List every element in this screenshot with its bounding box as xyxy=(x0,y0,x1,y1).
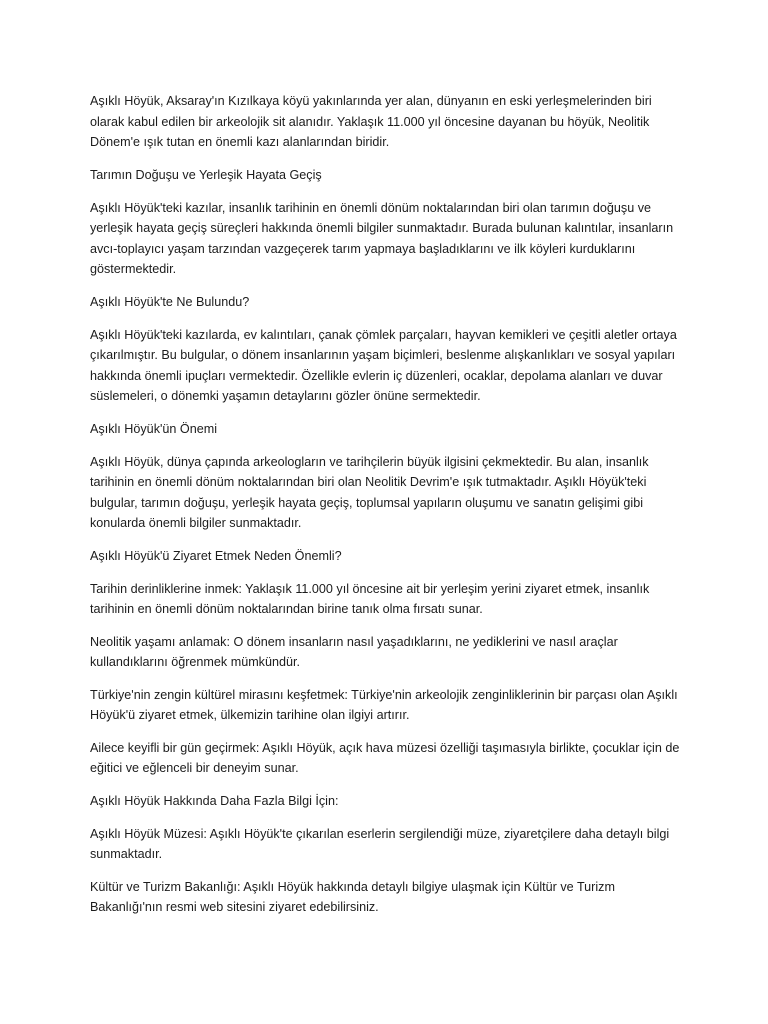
section-heading-ziyaret: Aşıklı Höyük'ü Ziyaret Etmek Neden Önemli? xyxy=(90,548,342,563)
ziyaret-reason-miras: Türkiye'nin zengin kültürel mirasını keşfetmek: Türkiye'nin arkeolojik zenginliklerinin bir parçası olan Aşıklı Höyük'ü ziyaret etmek, ülkemizin tarihine olan ilgiyi artırır. xyxy=(90,687,678,722)
section-heading-daha-fazla: Aşıklı Höyük Hakkında Daha Fazla Bilgi İçin: xyxy=(90,793,339,808)
ziyaret-reason-tarih: Tarihin derinliklerine inmek: Yaklaşık 11.000 yıl öncesine ait bir yerleşim yerini ziyaret etmek, insanlık tarihinin en önemli dönüm noktalarından birine tanık olma fırsatı sunar. xyxy=(90,581,650,616)
document-page xyxy=(90,91,682,930)
ziyaret-reason-aile: Ailece keyifli bir gün geçirmek: Aşıklı Höyük, açık hava müzesi özelliği taşımasıyla birlikte, çocuklar için de eğitici ve eğlenceli bir deneyim sunar. xyxy=(90,740,680,775)
section-heading-onemi: Aşıklı Höyük'ün Önemi xyxy=(90,421,217,436)
section-heading-bulgular: Aşıklı Höyük'te Ne Bulundu? xyxy=(90,294,250,309)
ziyaret-reason-neolitik: Neolitik yaşamı anlamak: O dönem insanların nasıl yaşadıklarını, ne yediklerini ve nasıl araçlar kullandıklarını öğrenmek mümkündür. xyxy=(90,634,618,669)
bulgular-paragraph: Aşıklı Höyük'teki kazılarda, ev kalıntıları, çanak çömlek parçaları, hayvan kemikleri ve çeşitli aletler ortaya çıkarılmıştır. Bu bulgular, o dönem insanlarının yaşam biçimleri, beslenme alışkanlıkları ve sosyal yapıları hakkında önemli ipuçları vermektedir. Özellikle evlerin iç düzenleri, ocaklar, depolama alanları ve duvar süslemeleri, o dönemki yaşamın detaylarını gözler önüne sermektedir. xyxy=(90,327,677,403)
info-muze: Aşıklı Höyük Müzesi: Aşıklı Höyük'te çıkarılan eserlerin sergilendiği müze, ziyaretçilere daha detaylı bilgi sunmaktadır. xyxy=(90,826,670,861)
info-bakanlik: Kültür ve Turizm Bakanlığı: Aşıklı Höyük hakkında detaylı bilgiye ulaşmak için Kültür ve Turizm Bakanlığı'nın resmi web sitesini ziyaret edebilirsiniz. xyxy=(90,879,615,914)
onemi-paragraph: Aşıklı Höyük, dünya çapında arkeologların ve tarihçilerin büyük ilgisini çekmektedir. Bu alan, insanlık tarihinin en önemli dönüm noktalarından biri olan Neolitik Devrim'e ışık tutmaktadır. Aşıklı Höyük'teki bulgular, tarımın doğuşu, yerleşik hayata geçiş, toplumsal yapıların oluşumu ve sanatın gelişimi gibi konularda önemli bilgiler sunmaktadır. xyxy=(90,454,649,530)
intro-paragraph: Aşıklı Höyük, Aksaray'ın Kızılkaya köyü yakınlarında yer alan, dünyanın en eski yerleşmelerinden biri olarak kabul edilen bir arkeolojik sit alanıdır. Yaklaşık 11.000 yıl öncesine dayanan bu höyük, Neolitik Dönem'e ışık tutan en önemli kazı alanlarından biridir. xyxy=(90,94,652,149)
section-heading-tarim: Tarımın Doğuşu ve Yerleşik Hayata Geçiş xyxy=(90,167,322,182)
tarim-paragraph: Aşıklı Höyük'teki kazılar, insanlık tarihinin en önemli dönüm noktalarından biri olan tarımın doğuşu ve yerleşik hayata geçiş süreçleri hakkında önemli bilgiler sunmaktadır. Burada bulunan kalıntılar, insanların avcı-toplayıcı yaşam tarzından vazgeçerek tarım yapmaya başladıklarını ve ilk köyleri kurduklarını göstermektedir. xyxy=(90,200,674,276)
